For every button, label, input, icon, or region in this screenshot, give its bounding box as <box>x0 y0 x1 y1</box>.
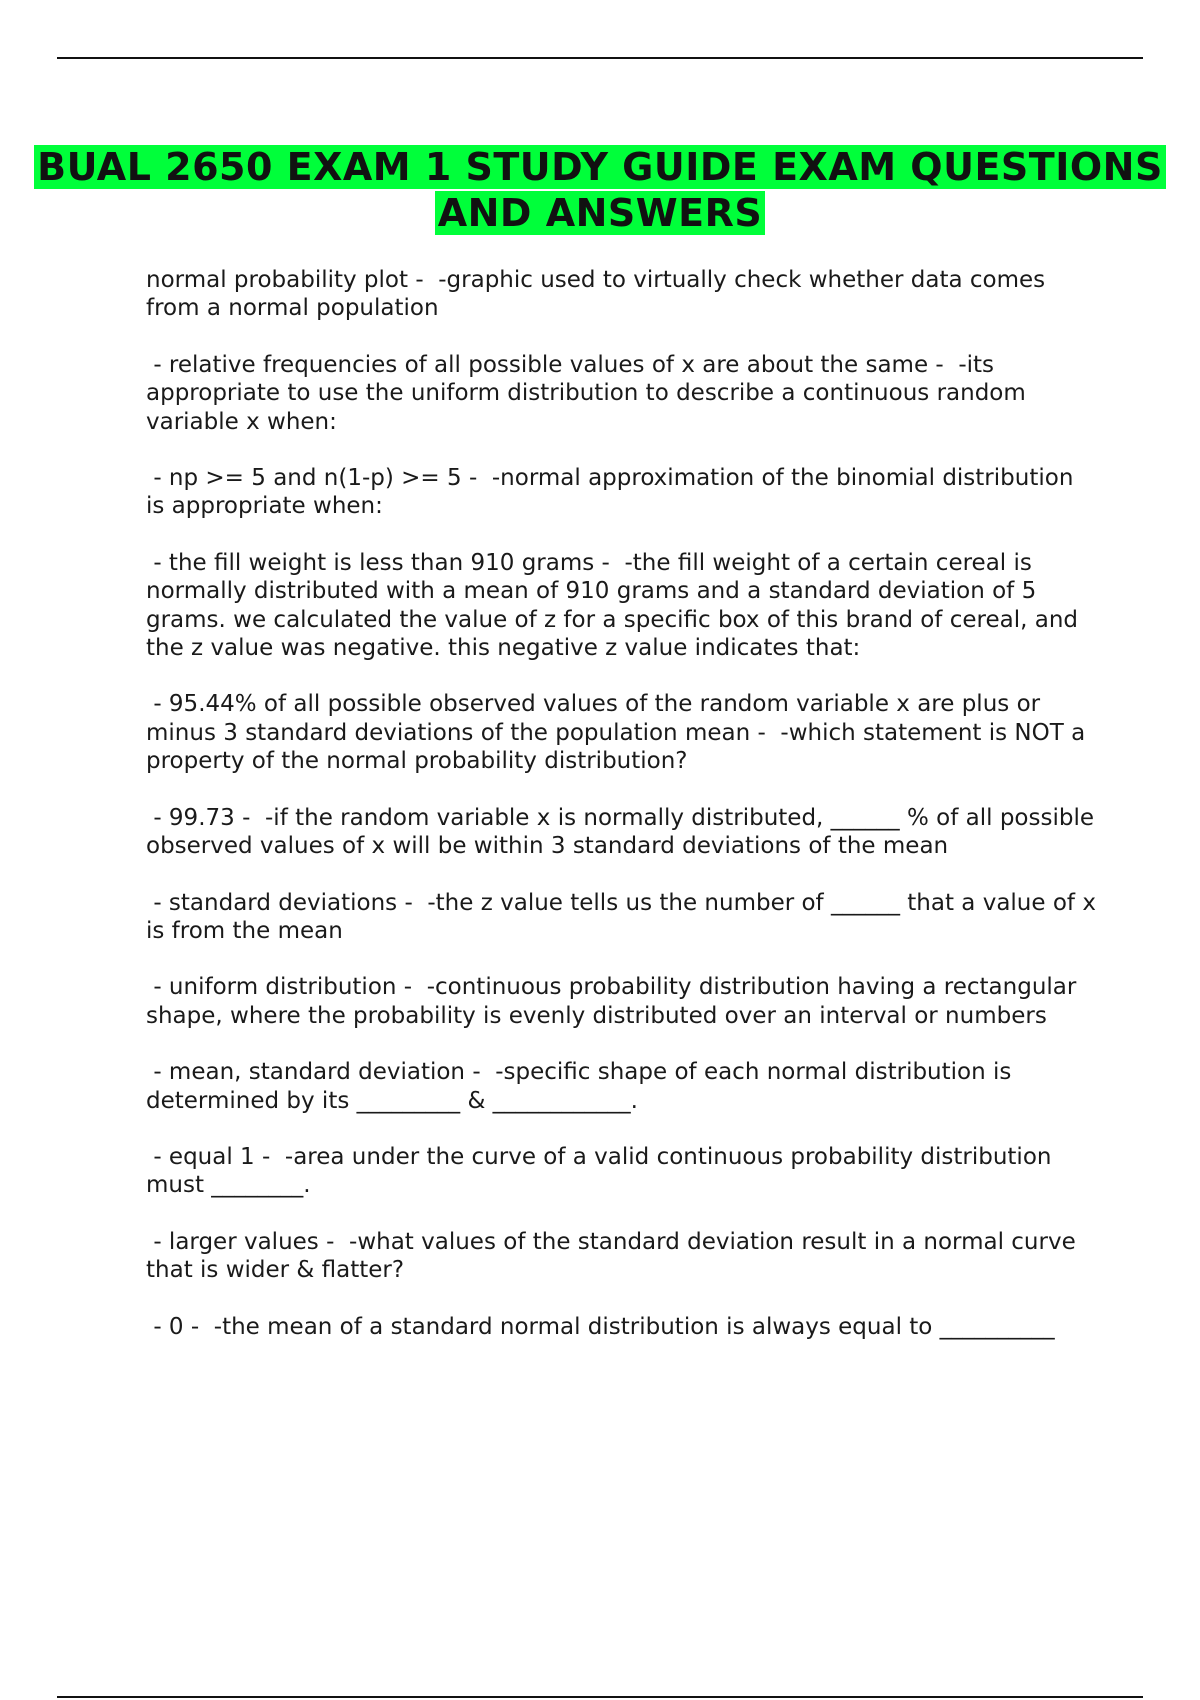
qa-entry: - equal 1 - -area under the curve of a valid continuous probability distribution must ________. <box>146 1143 1059 1199</box>
document-title: BUAL 2650 EXAM 1 STUDY GUIDE EXAM QUESTIONS AND ANSWERS <box>34 145 1166 235</box>
qa-entry: normal probability plot - -graphic used to virtually check whether data comes from a normal population <box>146 267 1053 322</box>
qa-list <box>146 266 1104 1369</box>
qa-entry: - relative frequencies of all possible values of x are about the same - -its appropriate to use the uniform distribution to describe a continuous random variable x when: <box>146 351 1034 435</box>
bottom-divider <box>57 1696 1143 1698</box>
qa-entry: - 0 - -the mean of a standard normal distribution is always equal to __________ <box>146 1313 1055 1340</box>
qa-entry: - mean, standard deviation - -specific shape of each normal distribution is determined by its _________ & ____________. <box>146 1059 1019 1114</box>
qa-entry: - np >= 5 and n(1-p) >= 5 - -normal approximation of the binomial distribution is appropriate when: <box>146 465 1081 520</box>
qa-entry: - standard deviations - -the z value tells us the number of ______ that a value of x is from the mean <box>146 889 1104 944</box>
qa-entry: - 99.73 - -if the random variable x is normally distributed, ______ % of all possible observed values of x will be within 3 standard deviations of the mean <box>146 804 1102 860</box>
qa-entry: - 95.44% of all possible observed values of the random variable x are plus or minus 3 standard deviations of the population mean - -which statement is NOT a property of the normal probability distribution? <box>146 691 1093 775</box>
qa-entry: - uniform distribution - -continuous probability distribution having a rectangular shape, where the probability is evenly distributed over an interval or numbers <box>146 974 1084 1029</box>
title-block <box>0 144 1200 236</box>
qa-entry: - larger values - -what values of the standard deviation result in a normal curve that is wider & flatter? <box>146 1228 1084 1284</box>
qa-entry: - the fill weight is less than 910 grams - -the fill weight of a certain cereal is normally distributed with a mean of 910 grams and a standard deviation of 5 grams. we calculated the value of z for a specific box of this brand of cereal, and the z value was negative. this negative z value indicates that: <box>146 549 1086 662</box>
top-divider <box>57 57 1143 59</box>
